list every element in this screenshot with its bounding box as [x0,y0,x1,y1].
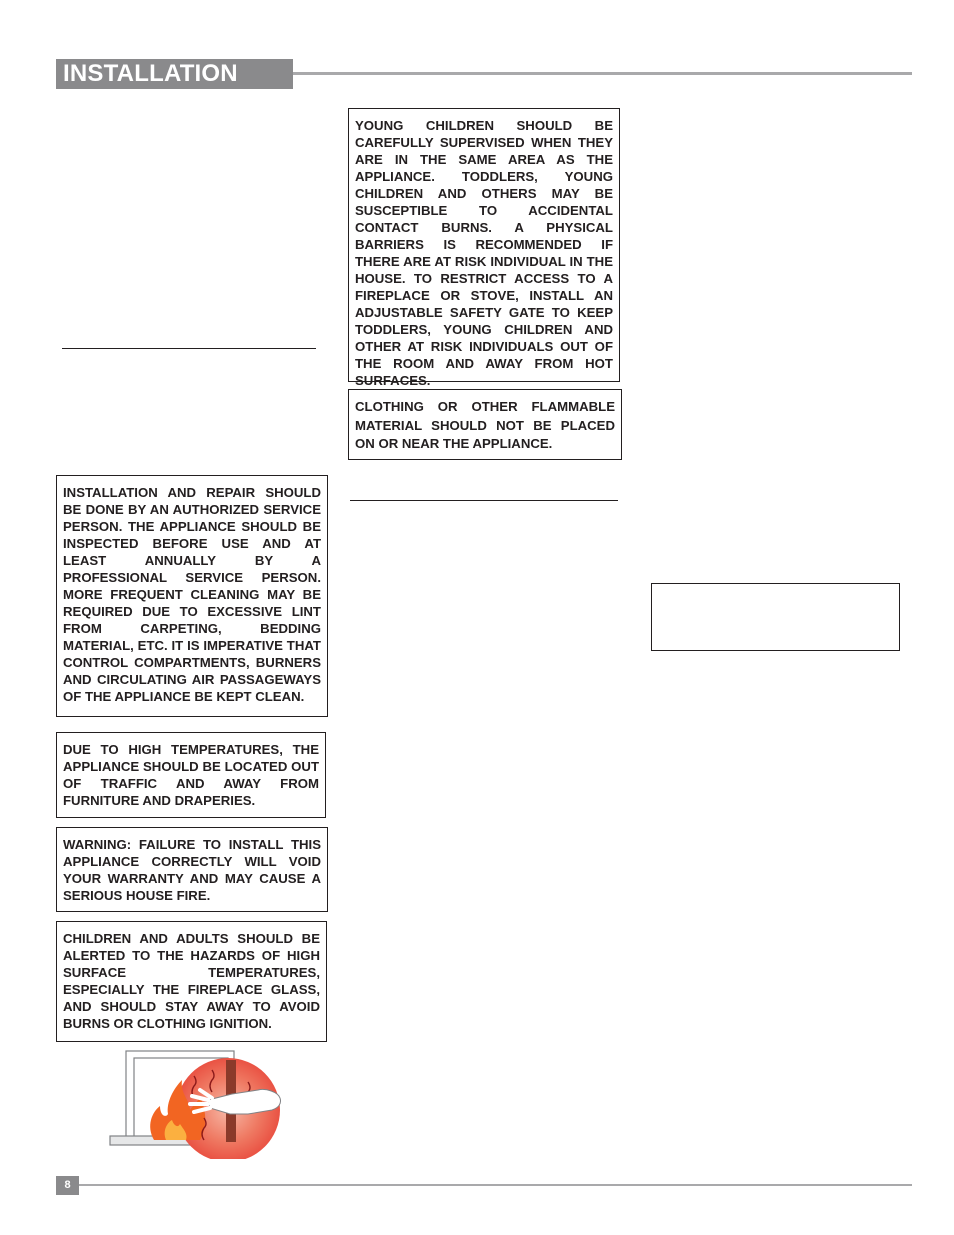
warning-children-adults: CHILDREN AND ADULTS SHOULD BE ALERTED TO THE HAZARDS OF HIGH SURFACE TEMPERATURES, ESPECIALLY THE FIREPLACE GLASS, AND SHOULD STAY AWAY TO AVOID BURNS OR CLOTHING IGNITION. [56,921,327,1042]
header-rule [293,72,912,75]
hand-touching-hot-fireplace-icon [108,1048,284,1160]
divider-left [62,348,316,349]
divider-middle [350,500,618,501]
section-title: INSTALLATION [56,59,293,89]
warning-failure-to-install: WARNING: FAILURE TO INSTALL THIS APPLIANCE CORRECTLY WILL VOID YOUR WARRANTY AND MAY CAUSE A SERIOUS HOUSE FIRE. [56,827,328,912]
page-number: 8 [56,1176,79,1195]
warning-high-temperatures: DUE TO HIGH TEMPERATURES, THE APPLIANCE SHOULD BE LOCATED OUT OF TRAFFIC AND AWAY FROM FURNITURE AND DRAPERIES. [56,732,326,818]
warning-clothing: CLOTHING OR OTHER FLAMMABLE MATERIAL SHOULD NOT BE PLACED ON OR NEAR THE APPLIANCE. [348,389,622,460]
empty-notice-box [651,583,900,651]
warning-young-children: YOUNG CHILDREN SHOULD BE CAREFULLY SUPERVISED WHEN THEY ARE IN THE SAME AREA AS THE APPLIANCE. TODDLERS, YOUNG CHILDREN AND OTHERS MAY BE SUSCEPTIBLE TO ACCIDENTAL CONTACT BURNS. A PHYSICAL BARRIERS IS RECOMMENDED IF THERE ARE AT RISK INDIVIDUAL IN THE HOUSE. TO RESTRICT ACCESS TO A FIREPLACE OR STOVE, INSTALL AN ADJUSTABLE SAFETY GATE TO KEEP TODDLERS, YOUNG CHILDREN AND OTHER AT RISK INDIVIDUALS OUT OF THE ROOM AND AWAY FROM HOT SURFACES. [348,108,620,382]
footer-rule [79,1184,912,1186]
warning-installation-repair: INSTALLATION AND REPAIR SHOULD BE DONE BY AN AUTHORIZED SERVICE PERSON. THE APPLIANCE SHOULD BE INSPECTED BEFORE USE AND AT LEAST ANNUALLY BY A PROFESSIONAL SERVICE PERSON. MORE FREQUENT CLEANING MAY BE REQUIRED DUE TO EXCESSIVE LINT FROM CARPETING, BEDDING MATERIAL, ETC. IT IS IMPERATIVE THAT CONTROL COMPARTMENTS, BURNERS AND CIRCULATING AIR PASSAGEWAYS OF THE APPLIANCE BE KEPT CLEAN. [56,475,328,717]
